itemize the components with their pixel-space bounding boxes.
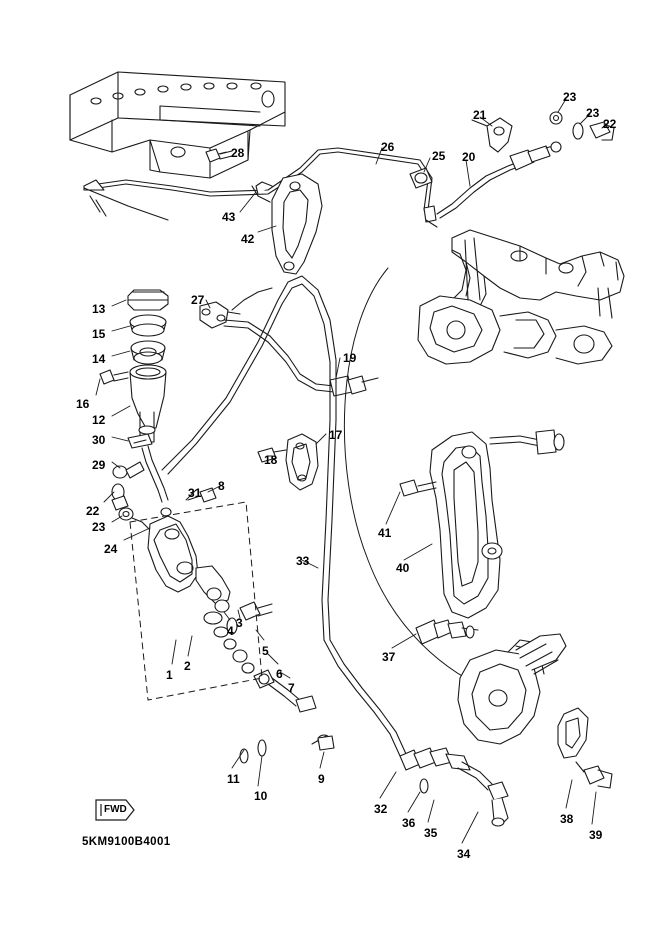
callout-number-19: 19 [343,351,357,365]
callout-number-28: 28 [231,146,245,160]
callout-number-23: 23 [92,520,106,534]
callout-number-40: 40 [396,561,410,575]
callout-number-8: 8 [218,479,225,493]
callout-number-10: 10 [254,789,268,803]
callout-number-4: 4 [227,624,234,638]
callout-number-2: 2 [184,659,191,673]
callout-number-23: 23 [586,106,600,120]
callout-number-23: 23 [563,90,577,104]
callout-number-43: 43 [222,210,236,224]
callout-number-39: 39 [589,828,603,842]
callout-number-1: 1 [166,668,173,682]
callout-number-25: 25 [432,149,446,163]
callout-number-22: 22 [86,504,100,518]
callout-number-3: 3 [236,616,243,630]
fwd-direction-label: FWD [104,804,127,815]
callout-number-20: 20 [462,150,476,164]
callout-number-31: 31 [188,486,202,500]
callout-number-17: 17 [329,428,343,442]
callout-number-37: 37 [382,650,396,664]
callout-number-22: 22 [603,117,617,131]
callout-number-7: 7 [288,681,295,695]
callout-number-9: 9 [318,772,325,786]
callout-number-6: 6 [276,667,283,681]
callout-number-26: 26 [381,140,395,154]
callout-number-42: 42 [241,232,255,246]
callout-number-5: 5 [262,644,269,658]
callout-number-29: 29 [92,458,106,472]
callout-number-14: 14 [92,352,106,366]
callout-number-30: 30 [92,433,106,447]
callout-number-27: 27 [191,293,205,307]
callout-number-18: 18 [264,453,278,467]
callout-number-38: 38 [560,812,574,826]
callout-number-24: 24 [104,542,118,556]
callout-number-36: 36 [402,816,416,830]
callout-number-34: 34 [457,847,471,861]
callout-number-12: 12 [92,413,106,427]
callout-number-11: 11 [227,772,240,786]
callout-number-41: 41 [378,526,392,540]
part-code-label: 5KM9100B4001 [82,836,171,848]
callout-number-33: 33 [296,554,310,568]
callout-number-32: 32 [374,802,388,816]
callout-number-16: 16 [76,397,90,411]
callout-number-15: 15 [92,327,106,341]
callout-number-35: 35 [424,826,438,840]
callout-number-13: 13 [92,302,106,316]
callout-number-21: 21 [473,108,487,122]
